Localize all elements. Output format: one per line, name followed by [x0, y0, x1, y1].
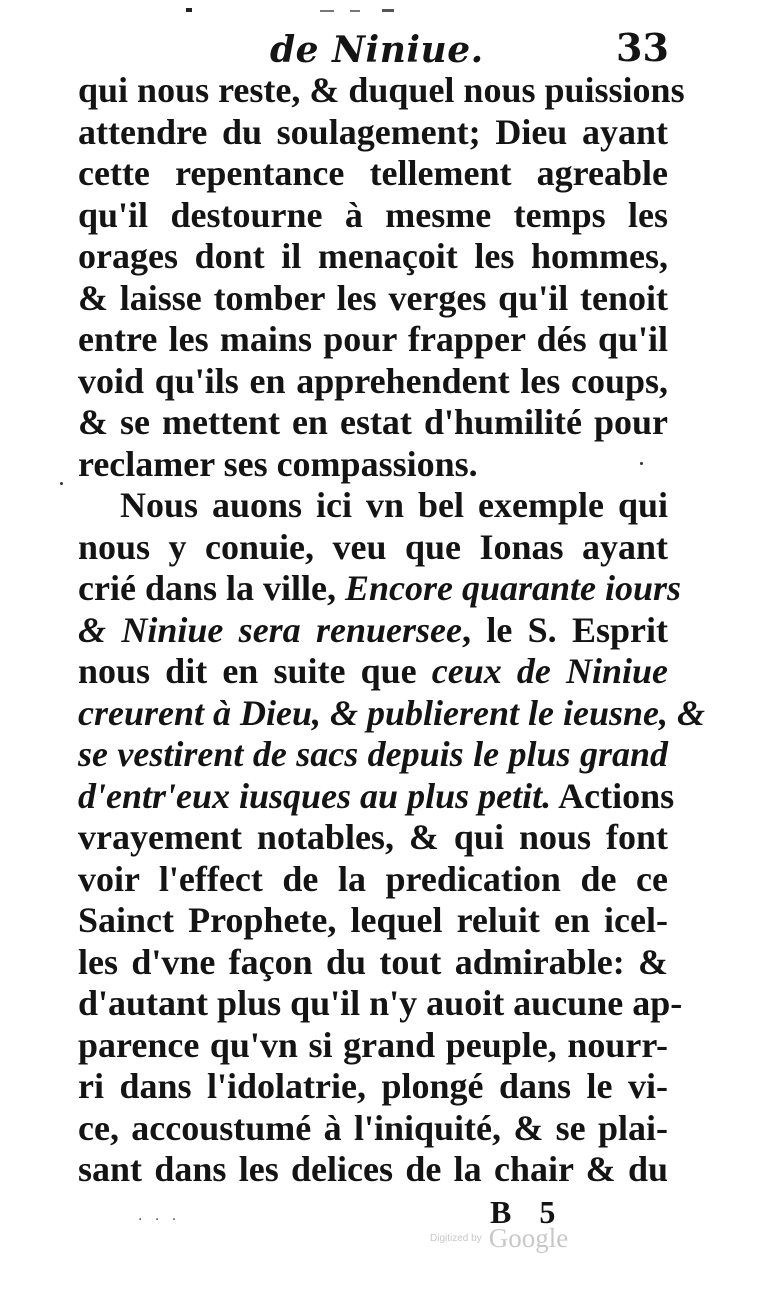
text-line: ri dans l'idolatrie, plongé dans le vi- [78, 1066, 668, 1106]
text-line-part: , le S. Esprit [462, 609, 668, 650]
google-logo: Google [488, 1223, 569, 1253]
text-line-part: Actions [551, 775, 675, 816]
running-head: de Niniue. [270, 29, 484, 71]
body-text [78, 70, 706, 1191]
text-line: sant dans les delices de la chair & du [78, 1149, 668, 1189]
top-edge-marks [160, 0, 420, 14]
page-number: 33 [616, 25, 669, 70]
text-line: reclamer ses compassions. [78, 443, 478, 484]
text-line: void qu'ils en apprehendent les coups, [78, 360, 668, 401]
quote-italic: ceux de Niniue [431, 651, 668, 691]
text-line-part: nous dit en suite que [78, 651, 432, 691]
text-line [78, 775, 675, 818]
text-line: qui nous reste, & duquel nous puissions [78, 70, 685, 110]
text-line: & laisse tomber les verges qu'il tenoit [78, 277, 668, 318]
scan-dot [640, 462, 643, 465]
text-line: attendre du soulagement; Dieu ayant [78, 111, 668, 152]
text-line: creurent à Dieu, & publierent le ieusne, & [78, 692, 706, 733]
text-line: parence qu'vn si grand peuple, nourr- [78, 1024, 668, 1065]
text-line: qu'il destourne à mesme temps les [78, 194, 668, 235]
watermark-prefix: Digitized by [430, 1233, 482, 1244]
text-line: nous y conuie, veu que Ionas ayant [78, 526, 668, 567]
text-line: ce, accoustumé à l'iniquité, & se plai- [78, 1107, 668, 1148]
text-line [78, 651, 668, 693]
signature-mark: B 5 [490, 1194, 566, 1230]
text-line: Nous auons ici vn bel exemple qui [120, 485, 668, 525]
text-line-part: crié dans la ville, [78, 568, 345, 608]
paragraph-first-line [78, 485, 668, 527]
text-line: cette repentance tellement agreable [78, 153, 668, 193]
text-line: orages dont il menaçoit les hommes, [78, 236, 668, 276]
text-line: les d'vne façon du tout admirable: & [78, 941, 668, 982]
quote-italic: Encore quarante iours [344, 568, 682, 608]
scan-dot [60, 482, 63, 485]
text-line: d'autant plus qu'il n'y auoit aucune ap- [78, 983, 683, 1023]
digitization-watermark [430, 1223, 568, 1254]
text-line: se vestirent de sacs depuis le plus grand [78, 734, 668, 774]
text-line: & se mettent en estat d'humilité pour [78, 402, 668, 442]
text-line: voir l'effect de la predication de ce [78, 858, 668, 899]
text-line: entre les mains pour frapper dés qu'il [78, 319, 668, 359]
text-line: Sainct Prophete, lequel reluit en icel- [78, 900, 668, 940]
text-line [78, 568, 682, 610]
text-line: vrayement notables, & qui nous font [78, 817, 668, 857]
scan-specks: · · · [138, 1212, 181, 1228]
text-line [78, 610, 668, 652]
quote-italic: d'entr'eux iusques au plus petit. [78, 775, 552, 816]
quote-italic: & Niniue sera renuersee [78, 609, 462, 650]
